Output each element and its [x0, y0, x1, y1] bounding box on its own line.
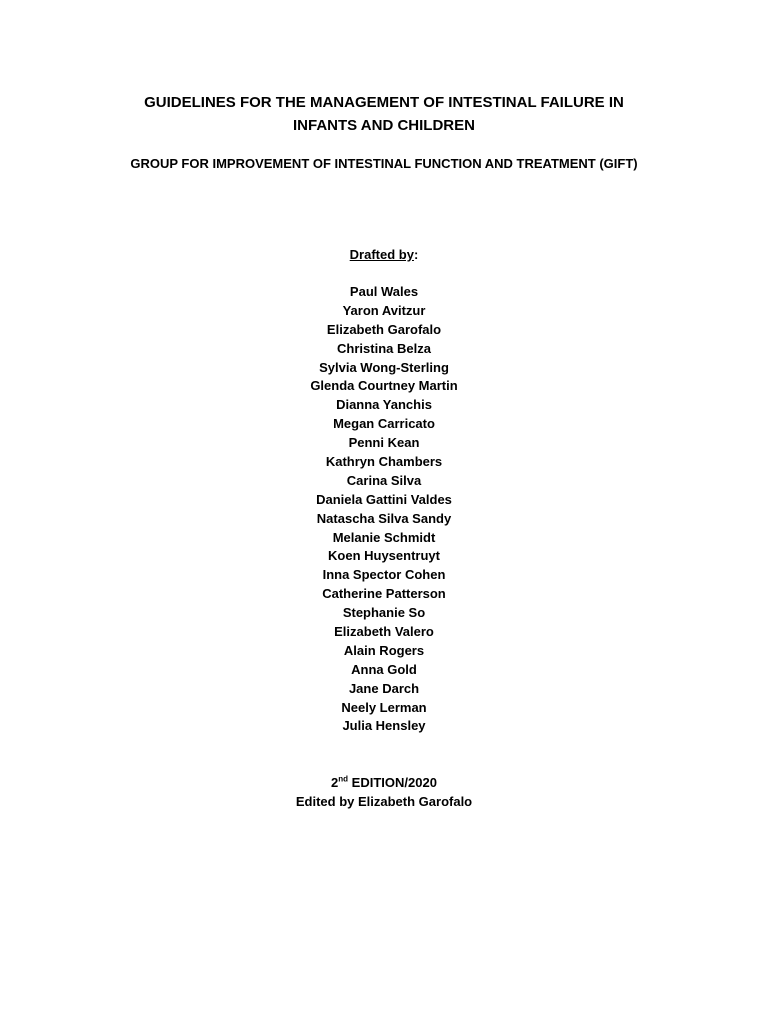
author-name: Stephanie So: [342, 605, 426, 621]
document-title-line-1: GUIDELINES FOR THE MANAGEMENT OF INTESTINAL FAILURE IN: [144, 94, 624, 111]
author-name: Sylvia Wong-Sterling: [319, 359, 449, 375]
author-name: Paul Wales: [349, 284, 419, 299]
author-name: Daniela Gattini Valdes: [316, 491, 452, 507]
edition-number: 2: [331, 775, 339, 790]
author-name: Catherine Patterson: [322, 586, 446, 602]
author-list: [0, 283, 768, 736]
author-name: Kathryn Chambers: [325, 454, 443, 470]
author-name: Christina Belza: [337, 340, 431, 356]
editor-line: Edited by Elizabeth Garofalo: [295, 794, 473, 809]
author-name: Carina Silva: [346, 472, 422, 488]
edition-text: EDITION/2020: [348, 775, 437, 790]
edition-line: [0, 773, 768, 792]
document-title-line-2: INFANTS AND CHILDREN: [293, 117, 475, 134]
document-subtitle: GROUP FOR IMPROVEMENT OF INTESTINAL FUNCTION AND TREATMENT (GIFT): [130, 156, 638, 171]
author-name: Penni Kean: [348, 435, 420, 451]
author-name: Melanie Schmidt: [332, 529, 436, 545]
author-name: Glenda Courtney Martin: [310, 378, 458, 394]
author-name: Dianna Yanchis: [336, 397, 432, 413]
author-name: Natascha Silva Sandy: [316, 510, 452, 526]
author-name: Elizabeth Garofalo: [326, 321, 442, 337]
author-name: Julia Hensley: [342, 718, 426, 734]
author-name: Jane Darch: [348, 680, 420, 696]
author-name: Koen Huysentruyt: [328, 548, 440, 564]
author-name: Yaron Avitzur: [342, 302, 426, 318]
author-name: Inna Spector Cohen: [322, 567, 446, 583]
edition-ordinal-suffix: nd: [338, 774, 349, 784]
drafted-by-heading: [0, 245, 768, 265]
author-name: Anna Gold: [351, 661, 417, 677]
drafted-by-colon: :: [413, 247, 419, 262]
author-name: Megan Carricato: [333, 416, 435, 432]
drafted-by-label: Drafted by: [349, 247, 414, 262]
author-name: Neely Lerman: [341, 699, 427, 715]
author-name: Alain Rogers: [343, 642, 425, 658]
author-name: Elizabeth Valero: [334, 624, 434, 640]
